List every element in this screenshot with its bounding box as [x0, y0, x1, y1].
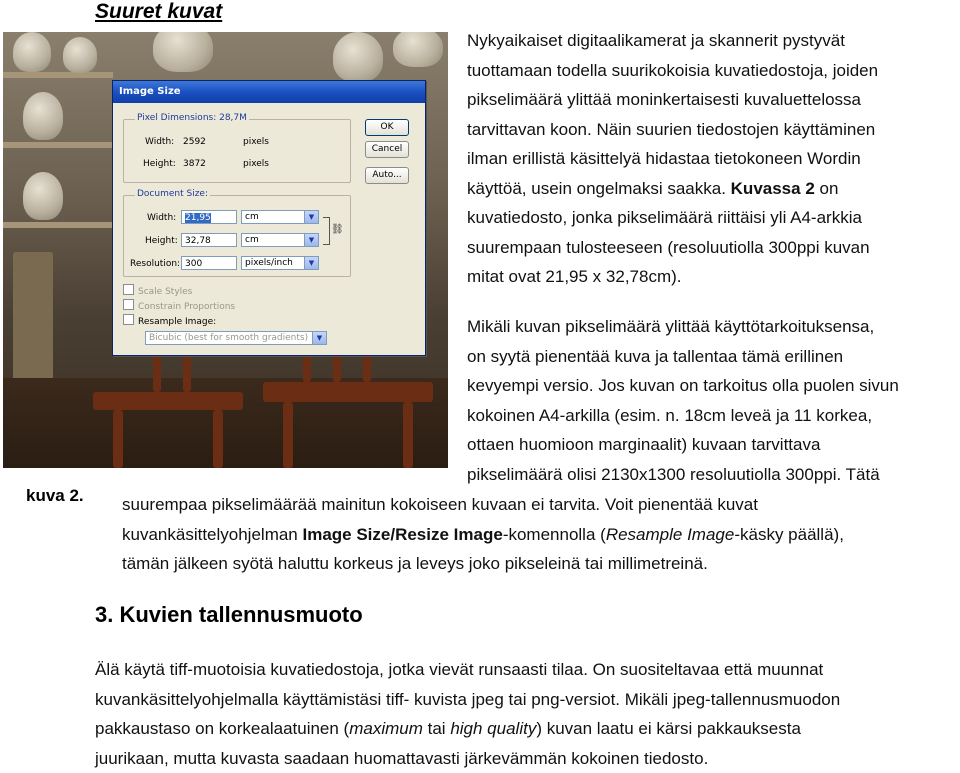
text-line: kuvankäsittelyohjelman Image Size/Resize Image-komennolla (Resample Image-käsky päällä), [122, 520, 844, 550]
resolution-input[interactable]: 300 [181, 256, 237, 270]
resolution-label: Resolution: [130, 259, 180, 269]
text-line: käyttöä, usein ongelmaksi saakka. Kuvassa 2 on [467, 174, 878, 204]
text-line: Älä käytä tiff-muotoisia kuvatiedostoja, jotka vievät runsaasti tilaa. On suositeltavaa että muunnat [95, 655, 840, 685]
doc-width-label: Width: [147, 213, 176, 223]
doc-height-unit-select[interactable]: cm ▼ [241, 233, 319, 247]
pixel-height-value: 3872 [183, 159, 206, 169]
resample-method-select[interactable]: Bicubic (best for smooth gradients) ▼ [145, 331, 327, 345]
chevron-down-icon: ▼ [304, 257, 318, 269]
text-line: mitat ovat 21,95 x 32,78cm). [467, 262, 878, 292]
text-line: pikselimäärä olisi 2130x1300 resoluutiolla 300ppi. Tätä [467, 460, 899, 490]
doc-height-input[interactable]: 32,78 [181, 233, 237, 247]
second-paragraph [467, 312, 899, 489]
text-line: pikselimäärä ylittää moninkertaisesti kuvaluettelossa [467, 85, 878, 115]
text-line: kevyempi versio. Jos kuvan on tarkoitus olla puolen sivun [467, 371, 899, 401]
dialog-title: Image Size [113, 81, 425, 103]
scale-styles-checkbox[interactable]: Scale Styles [123, 284, 192, 297]
pixel-height-unit: pixels [243, 159, 269, 169]
image-size-dialog [112, 80, 426, 356]
text-line: kuvankäsittelyohjelmalla käyttämistäsi tiff- kuvista jpeg tai png-versiot. Mikäli jpeg-tallennusmuodon [95, 685, 840, 715]
figure-caption: kuva 2. [26, 486, 84, 506]
intro-paragraph [467, 26, 878, 292]
cancel-button[interactable]: Cancel [365, 141, 409, 158]
text-line: tuottamaan todella suurikokoisia kuvatiedostoja, joiden [467, 56, 878, 86]
ok-button[interactable]: OK [365, 119, 409, 136]
doc-height-label: Height: [145, 236, 178, 246]
text-line: suurempaa pikselimäärää mainitun kokoiseen kuvaan ei tarvita. Voit pienentää kuvat [122, 490, 844, 520]
text-line: kokoinen A4-arkilla (esim. n. 18cm leveä ja 11 korkea, [467, 401, 899, 431]
text-line: ilman erillistä käsittelyä hidastaa tietokoneen Wordin [467, 144, 878, 174]
resolution-unit-select[interactable]: pixels/inch ▼ [241, 256, 319, 270]
pixel-dimensions-group [123, 119, 351, 183]
text-line: on syytä pienentää kuva ja tallentaa tämä erillinen [467, 342, 899, 372]
figure-reference: Kuvassa 2 [731, 179, 815, 198]
text-line: tarvittavan koon. Näin suurien tiedostojen käyttäminen [467, 115, 878, 145]
continuation-paragraph [122, 490, 844, 579]
text-line: Nykyaikaiset digitaalikamerat ja skannerit pystyvät [467, 26, 878, 56]
pixel-height-label: Height: [143, 159, 176, 169]
text-line: Mikäli kuvan pikselimäärä ylittää käyttötarkoituksensa, [467, 312, 899, 342]
chevron-down-icon: ▼ [304, 211, 318, 223]
auto-button[interactable]: Auto... [365, 167, 409, 184]
doc-width-unit-select[interactable]: cm ▼ [241, 210, 319, 224]
text-line: kuvatiedosto, jonka pikselimäärä riittäisi yli A4-arkkia [467, 203, 878, 233]
page-heading: Suuret kuvat [95, 0, 222, 24]
text-line: juurikaan, mutta kuvasta saadaan huomattavasti järkevämmän kokoinen tiedosto. [95, 744, 840, 773]
pixel-width-value: 2592 [183, 137, 206, 147]
constrain-bracket [323, 217, 330, 245]
constrain-proportions-checkbox[interactable]: Constrain Proportions [123, 299, 235, 312]
pixel-width-unit: pixels [243, 137, 269, 147]
text-line: tämän jälkeen syötä haluttu korkeus ja leveys joko pikseleinä tai millimetreinä. [122, 549, 844, 579]
text-line: suurempaan tulosteeseen (resoluutiolla 300ppi kuvan [467, 233, 878, 263]
section-paragraph [95, 655, 840, 773]
pixel-width-label: Width: [145, 137, 174, 147]
chevron-down-icon: ▼ [304, 234, 318, 246]
pixel-dimensions-label: Pixel Dimensions: 28,7M [135, 113, 249, 123]
document-size-label: Document Size: [135, 189, 210, 199]
text-line: ottaen huomioon marginaalit) kuvaan tarvittava [467, 430, 899, 460]
text-line: pakkaustaso on korkealaatuinen (maximum tai high quality) kuvan laatu ei kärsi pakkauksesta [95, 714, 840, 744]
chevron-down-icon: ▼ [312, 332, 326, 344]
section-heading: 3. Kuvien tallennusmuoto [95, 602, 363, 628]
chain-link-icon: ⛓ [331, 224, 344, 235]
resample-image-checkbox[interactable]: Resample Image: [123, 314, 216, 327]
doc-width-input[interactable]: 21,95 [181, 210, 237, 224]
